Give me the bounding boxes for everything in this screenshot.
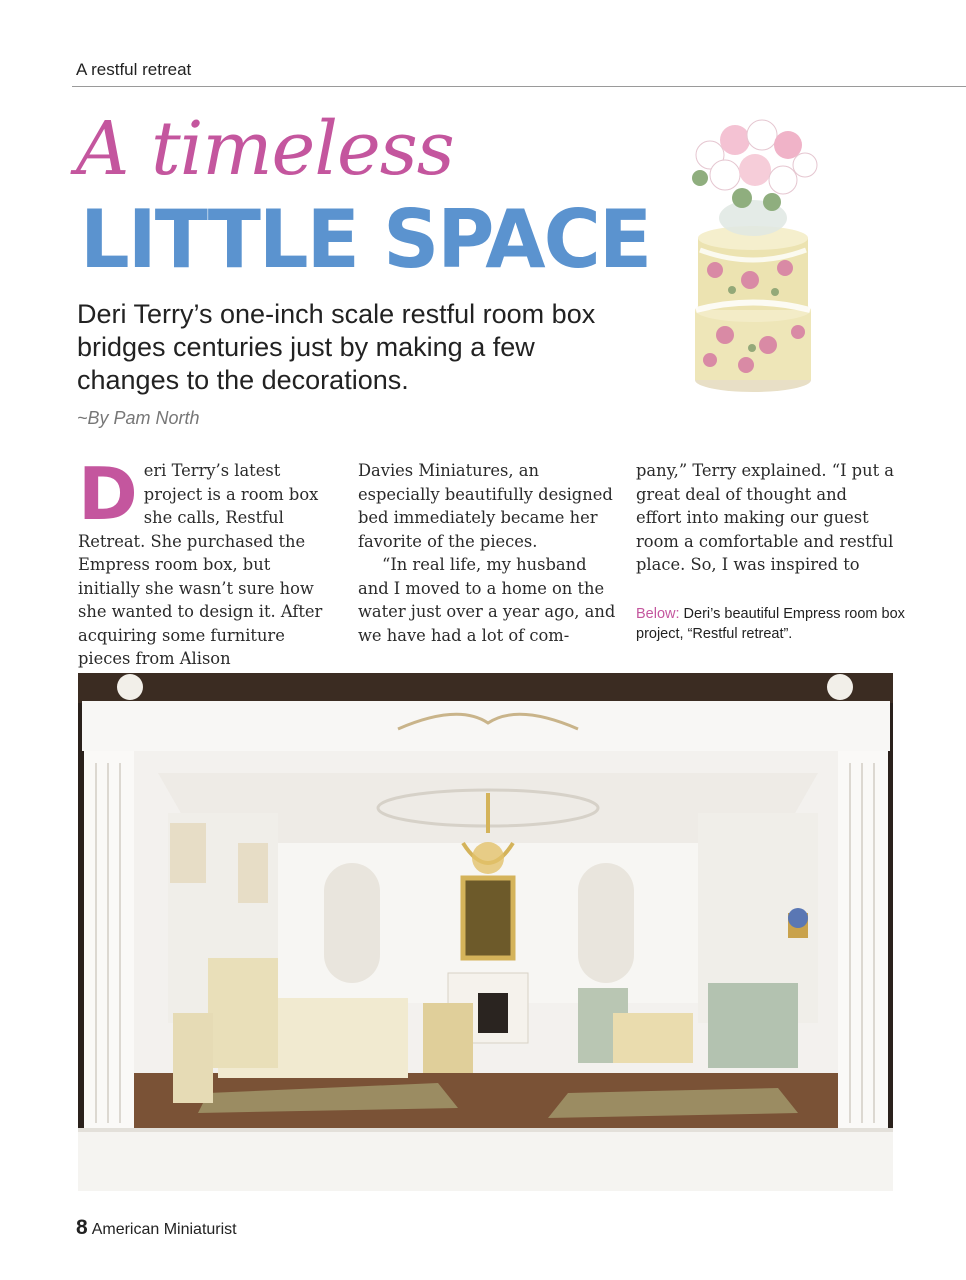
drop-cap: D (78, 452, 138, 536)
hatbox-roses-image (680, 110, 826, 395)
page-number: 8 (76, 1216, 88, 1239)
title-block: LITTLE SPACE (80, 193, 651, 287)
section-label: A restful retreat (76, 60, 192, 79)
room-box-photo (78, 673, 893, 1191)
title-script: A timeless (76, 106, 454, 192)
page-footer (76, 1216, 237, 1240)
body-column-2 (358, 459, 616, 647)
body-text: Davies Miniatures, an especially beautifully designed bed immediately became her favorite of the pieces. (358, 461, 613, 551)
body-text: eri Terry’s latest project is a room box she calls, Restful Retreat. She purchased the Empress room box, but initially she wasn’t sure how she wanted to design it. After acquiring some furniture pieces from Alison (78, 461, 323, 668)
body-text: pany,” Terry explained. “I put a great deal of thought and effort into making our guest room a comfortable and restful place. So, I was inspired to (636, 461, 895, 574)
header-rule (72, 86, 966, 87)
byline: ~By Pam North (77, 408, 200, 428)
body-text: “In real life, my husband and I moved to a home on the water just over a year ago, and we have had a lot of com- (358, 555, 616, 645)
body-column-1 (78, 452, 336, 671)
deck: Deri Terry’s one-inch scale restful room box bridges centuries just by making a few changes to the decorations. (77, 299, 596, 395)
photo-caption (636, 604, 926, 644)
caption-lead: Below: (636, 606, 680, 622)
caption-text: Deri’s beautiful Empress room box project, “Restful retreat”. (636, 606, 905, 642)
publication-name: American Miniaturist (91, 1221, 237, 1238)
body-column-3 (636, 459, 894, 577)
